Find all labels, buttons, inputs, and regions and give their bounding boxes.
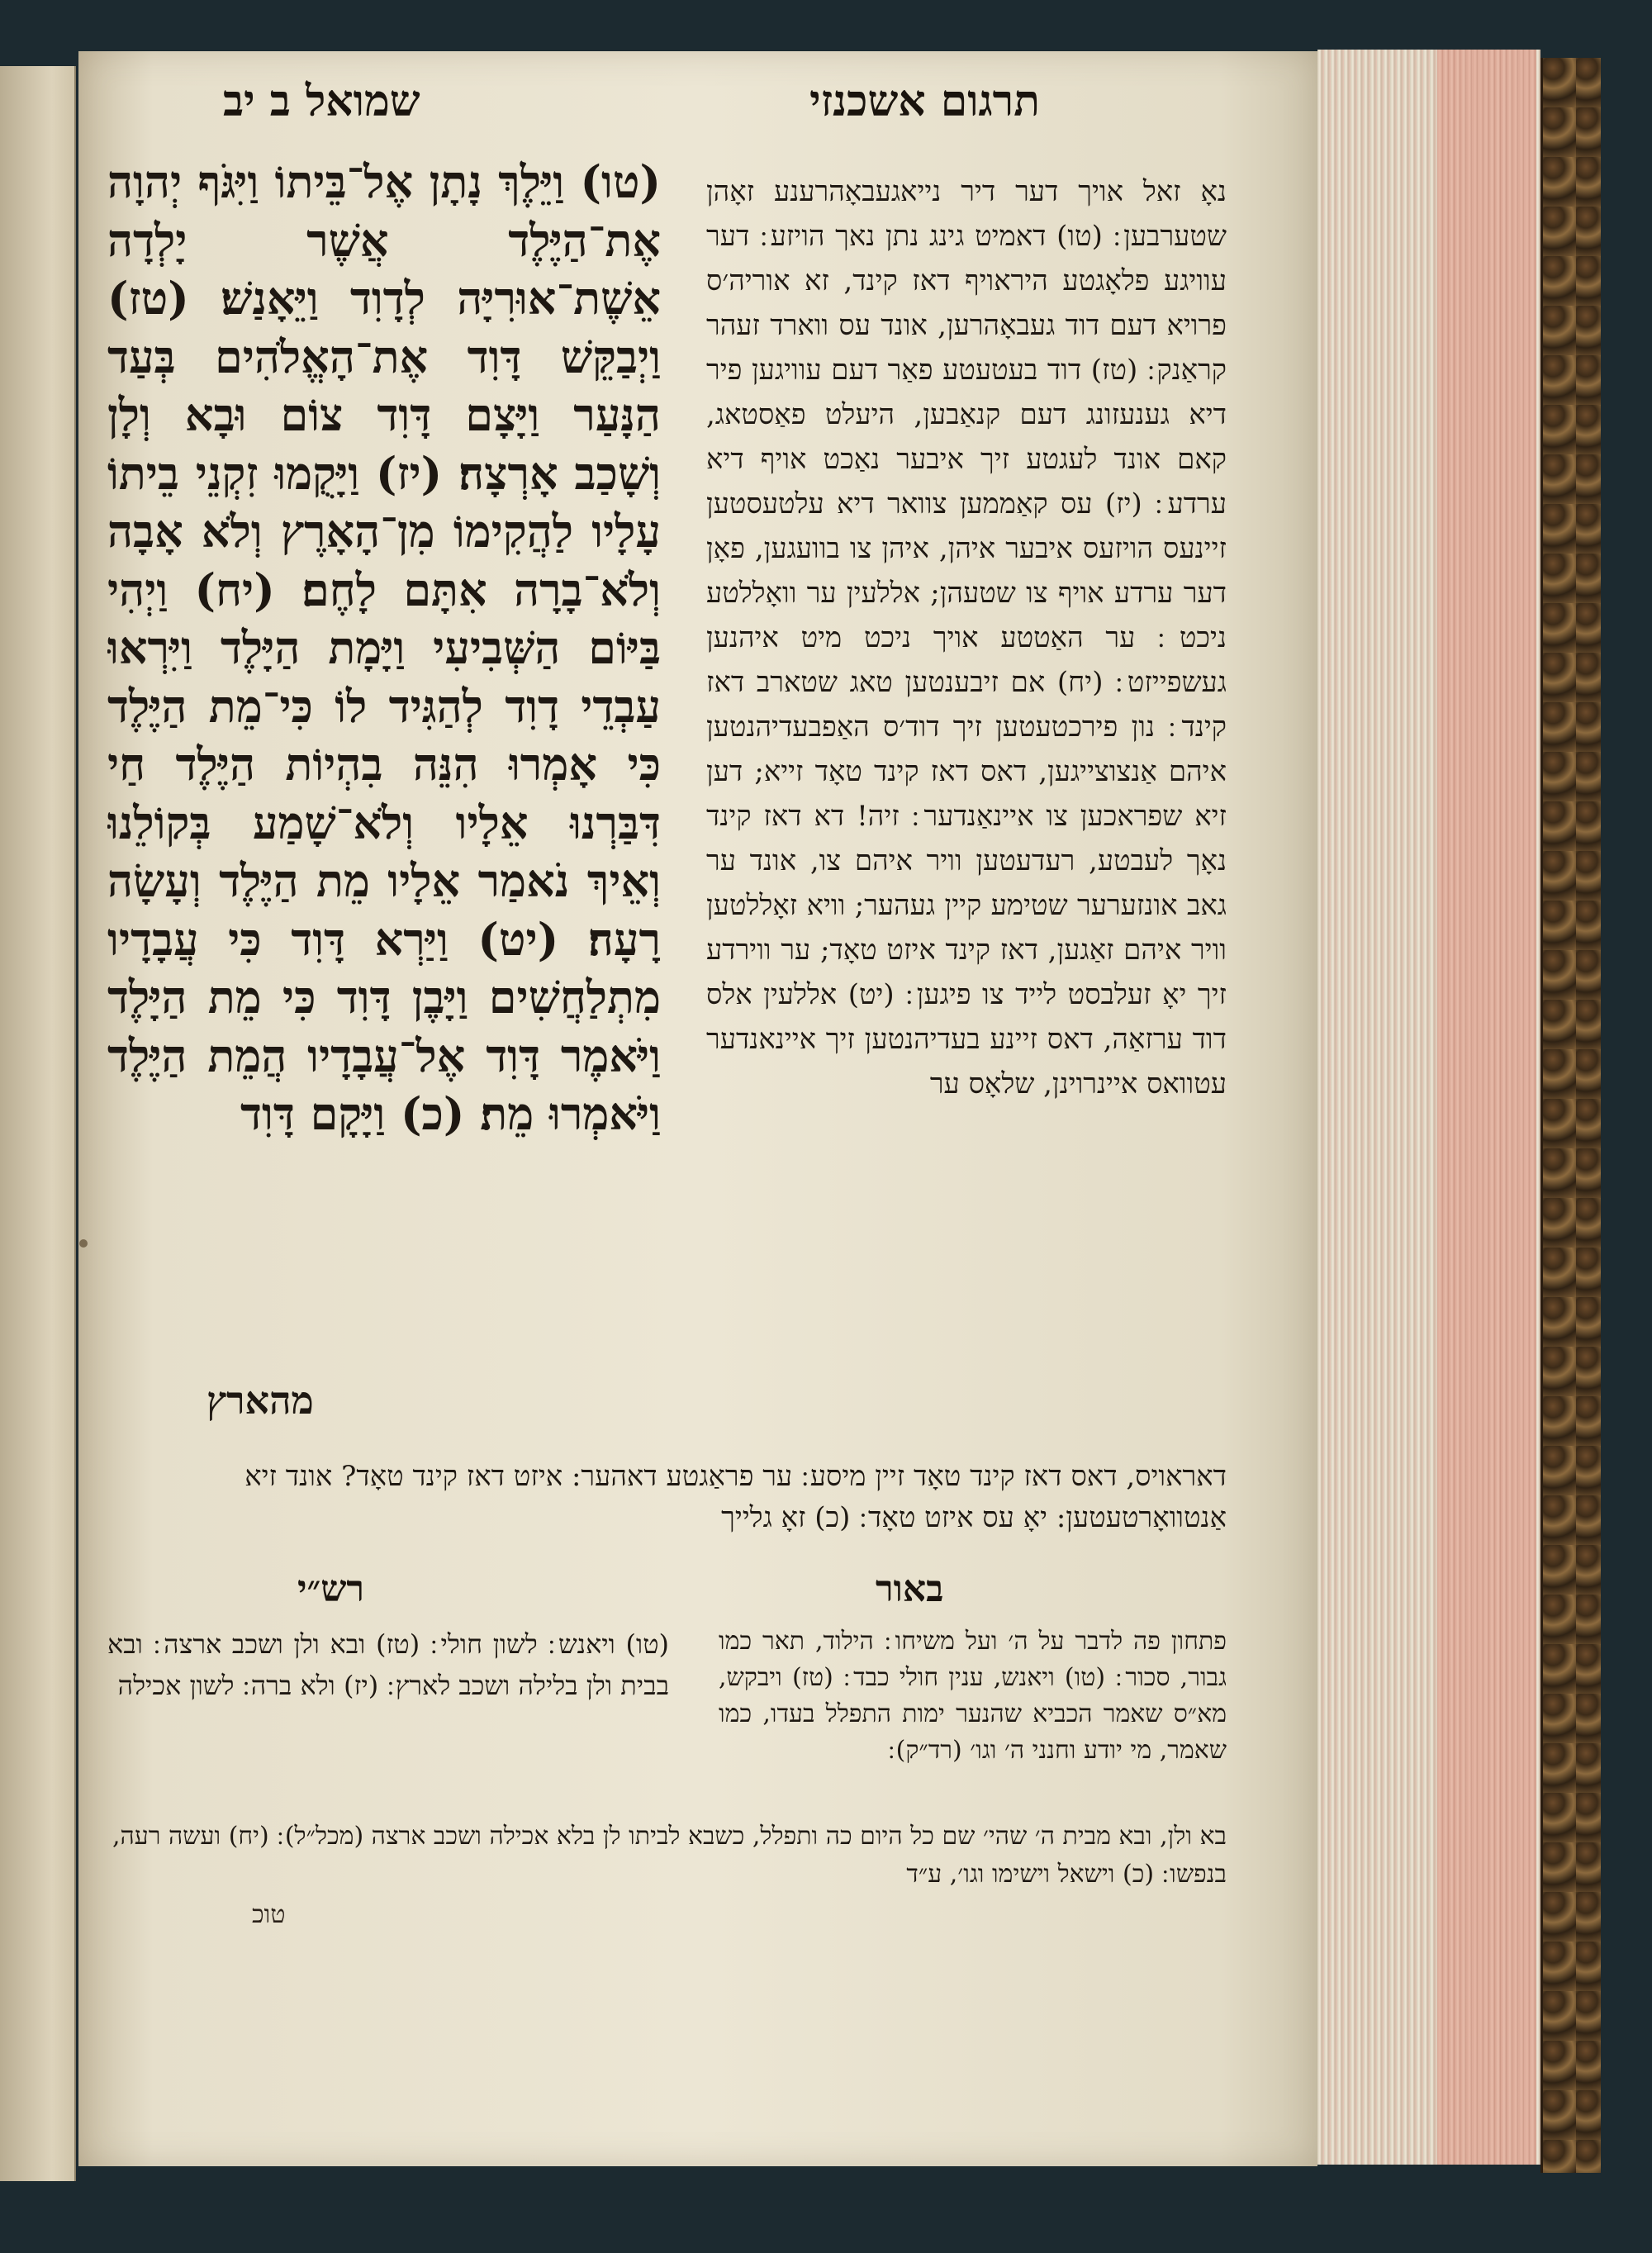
running-header-left: שמואל ב יב <box>223 76 420 126</box>
rashi-header: רש״י <box>297 1568 365 1610</box>
red-edge-stain <box>1437 50 1536 2165</box>
running-header-right: תרגום אשכנזי <box>809 76 1040 126</box>
hebrew-bible-text: (טו) וַיֵּלֶךְ נָתָן אֶל־בֵּיתוֹ וַיִּגֹּף יְהוָה אֶת־הַיֶּלֶד אֲשֶׁר יָלְדָה אֵשֶׁת־אוּרִיָּה לְדָוִד וַיֵּאָנַשׁ׃ (טז) וַיְבַקֵּשׁ דָּוִד אֶת־הָאֱלֹהִים בְּעַד הַנָּעַר וַיָּצָם דָּוִד צוֹם וּבָא וְלָן וְשָׁכַב אָרְצָה׃ (יז) וַיָּקֻמוּ זִקְנֵי בֵיתוֹ עָלָיו לַהֲקִימוֹ מִן־הָאָרֶץ וְלֹא אָבָה וְלֹא־בָרָה אִתָּם לָחֶם׃ (יח) וַיְהִי בַּיּוֹם הַשְּׁבִיעִי וַיָּמָת הַיָּלֶד וַיִּרְאוּ עַבְדֵי דָוִד לְהַגִּיד לוֹ כִּי־מֵת הַיֶּלֶד כִּי אָמְרוּ הִנֵּה בִהְיוֹת הַיֶּלֶד חַי דִּבַּרְנוּ אֵלָיו וְלֹא־שָׁמַע בְּקוֹלֵנוּ וְאֵיךְ נֹאמַר אֵלָיו מֵת הַיֶּלֶד וְעָשָׂה רָעָה׃ (יט) וַיַּרְא דָּוִד כִּי עֲבָדָיו מִתְלַחֲשִׁים וַיָּבֶן דָּוִד כִּי מֵת הַיָּלֶד וַיֹּאמֶר דָּוִד אֶל־עֲבָדָיו הֲמֵת הַיֶּלֶד וַיֹּאמְרוּ מֵת׃ (כ) וַיָּקָם דָּוִד <box>107 155 661 1140</box>
biur-commentary: פתחון פה לדבר על ה׳ ועל משיחו ׃ הילוד, תאר כמו גבור, סכור ׃ (טו) ויאנש, ענין חולי כבד ׃ (טז) ויבקש, מא״ס שאמר הכביא שהנער ימות התפלל בעדו, כמו שאמר, מי יודע וחנני ה׳ וגו׳ (רד״ק) ׃ <box>719 1627 1227 1765</box>
page-stain <box>79 1239 88 1248</box>
biur-header: באור <box>876 1568 944 1610</box>
biur-commentary-continuation: בא ולן, ובא מבית ה׳ שהי׳ שם כל היום כה ותפלל, כשבא לביתו לן בלא אכילה ושכב ארצה (מכל״ל) ׃ (יח) ועשה רעה, בנפשו ׃ (כ) וישאל וישימו וגו׳, ע״ד <box>112 1822 1227 1889</box>
yiddish-translation-continuation: דאראויס, דאס דאז קינד טאָד זיין מיסע ׃ ער פראַגטע דאהער: איזט דאז קינד טאָד? אונד זיא אַנטוואָרטעטען: יאָ עס איזט טאָד ׃ (כ) זאָ גלייך <box>244 1460 1227 1534</box>
facing-page-edge <box>0 66 76 2181</box>
yiddish-translation-column: נאָ זאל אויך דער דיר נייאגעבאָהרענע זאָהן שטערבען ׃ (טו) דאמיט גינג נתן נאך הויזע ׃ דער עוויגע פלאָגטע היראויף דאז קינד, זא אוריה׳ס פרויא דעם דוד געבאָהרען, אונד עס ווארד זעהר קראַנק ׃ (טז) דוד בעטעטע פאַר דעם עוויגען פיר דיא גענעזונג דעם קנאַבען, היעלט פאַסטאג, קאם אונד לעגטע זיך איבער נאַכט אויף דיא ערדע ׃ (יז) עס קאַממען צוואר דיא עלטעסטען זיינעס הויזעס איבער איהן, איהן צו בוועגען, פאָן דער ערדע אויף צו שטעהן; אללעין ער וואָללטע ניכט ׃ ער האַטטע אויך ניכט מיט איהנען געשפייזט ׃ (יח) אם זיבענטען טאג שטארב דאז קינד ׃ נון פירכטעטען זיך דוד׳ס האַפבעדיהנטען איהם אַנצוצייגען, דאס דאז קינד טאָד זייא; דען זיא שפראכען צו איינאַנדער ׃ זיה! דא דאז קינד נאָך לעבטע, רעדעטען וויר איהם צו, אונד ער גאב אונזערער שטימע קיין געהער; וויא זאָללטען וויר איהם זאַגען, דאז קינד איזט טאָד; ער ווירדע זיך יאָ זעלבסט לייד צו פיגען ׃ (יט) אללעין אלס דוד ערזאַה, דאס זיינע בעדיהנטען זיך איינאנדער עטוואס איינרוינן, שלאָס ער <box>706 175 1227 1100</box>
marbled-cover <box>1540 58 1601 2173</box>
catchword: מהארץ <box>206 1378 314 1423</box>
signature-mark: טוכ <box>252 1900 286 1929</box>
rashi-commentary: (טו) ויאנש ׃ לשון חולי ׃ (טז) ובא ולן ושכב ארצה ׃ ובא בבית ולן בלילה ושכב לארץ ׃ (יז) ולא ברה ׃ לשון אכילה <box>107 1628 669 1701</box>
